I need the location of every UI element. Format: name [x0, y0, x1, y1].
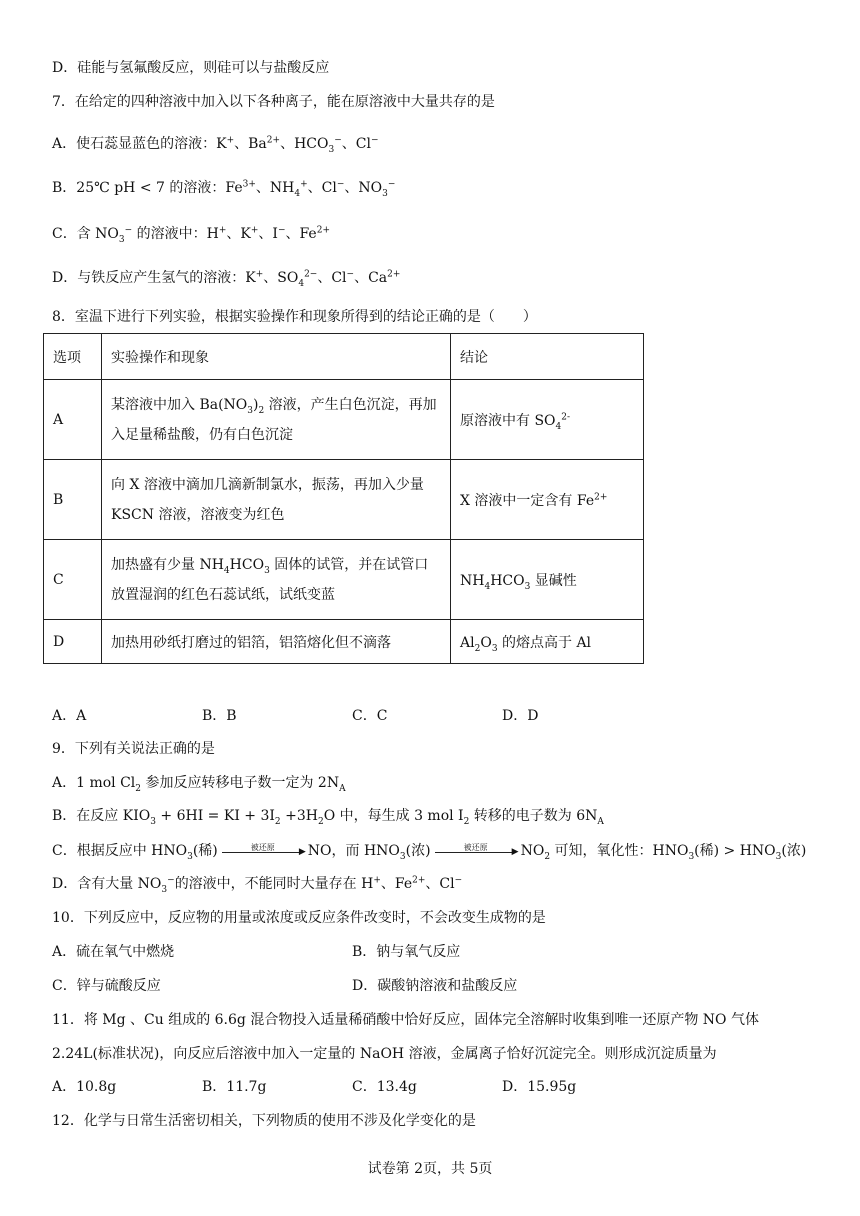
row-conclusion — [451, 380, 644, 460]
q9-d-text: 、Cl — [425, 876, 455, 892]
op-text: 加热用砂纸打磨过的铝箔，铝箔熔化但不滴落 — [111, 634, 391, 651]
sep: 、 — [255, 180, 270, 196]
q8-options — [52, 706, 538, 726]
charge: + — [226, 135, 235, 146]
q7-b-prefix: B．25℃ pH < 7 的溶液： — [52, 180, 226, 196]
charge: 2+ — [266, 135, 281, 146]
table-row — [44, 460, 644, 540]
concl-text: X 溶液中一定含有 Fe — [460, 492, 595, 509]
q11-option-c: C．13.4g — [352, 1079, 417, 1095]
q9-c-text: (浓) — [405, 843, 431, 859]
sep: 、 — [226, 226, 241, 242]
q9-b-text: O 中，每生成 3 mol I — [323, 808, 464, 824]
q9-d-text: 、Fe — [380, 876, 413, 892]
row-operation — [102, 460, 451, 540]
q8-option-d: D．D — [502, 708, 539, 724]
concl-text: NH — [460, 572, 485, 589]
row-conclusion — [451, 460, 644, 540]
op-text: 放置湿润的红色石蕊试纸，试纸变蓝 — [111, 586, 335, 603]
q11-options — [52, 1077, 576, 1097]
q9-b-text: +3H — [280, 808, 318, 824]
q10-option-d: D．碳酸钠溶液和盐酸反应 — [352, 978, 518, 994]
subscript: 3 — [382, 188, 388, 199]
row-operation — [102, 620, 451, 664]
subscript: 2 — [544, 851, 551, 862]
charge: + — [250, 225, 259, 236]
charge: − — [277, 225, 286, 236]
sep: 、 — [344, 180, 359, 196]
sep: 、 — [341, 136, 356, 152]
op-text: ) — [253, 396, 259, 413]
ion: NH — [269, 180, 295, 196]
charge: 3+ — [242, 179, 256, 190]
charge: 2+ — [316, 225, 330, 236]
op-text: 某溶液中加入 Ba(NO — [111, 396, 248, 413]
charge: − — [334, 135, 342, 146]
subscript: 3 — [264, 565, 270, 576]
charge: 2+ — [412, 875, 426, 886]
q9-b-text: B．在反应 KIO — [52, 808, 151, 824]
sep: 、 — [280, 136, 295, 152]
q9-c-text: (稀) — [192, 843, 218, 859]
ion: I — [272, 226, 278, 242]
table-header-row — [44, 334, 644, 380]
q11-stem-line1: 11．将 Mg 、Cu 组成的 6.6g 混合物投入适量稀硝酸中恰好反应，固体完全溶解时收集到唯一还原产物 NO 气体 — [52, 1012, 759, 1028]
q11-option-a: A．10.8g — [52, 1079, 117, 1095]
q7-option-c — [52, 224, 330, 244]
ion: Cl — [331, 270, 347, 286]
row-operation — [102, 380, 451, 460]
arrow-label: 被还原 — [463, 843, 488, 852]
subscript: 4 — [484, 581, 491, 592]
q9-d-text: 的溶液中，不能同时大量存在 H — [174, 876, 374, 892]
ion: NO — [358, 180, 383, 196]
charge: − — [124, 225, 133, 236]
subscript: 3 — [150, 816, 156, 827]
q10-option-c: C．锌与硫酸反应 — [52, 978, 161, 994]
q9-c-text: (稀) > HNO — [694, 843, 776, 859]
sep: 、 — [234, 136, 249, 152]
charge: 2+ — [594, 491, 608, 502]
q11-stem-line2: 2.24L(标准状况)，向反应后溶液中加入一定量的 NaOH 溶液，金属离子恰好沉淀完全。则形成沉淀质量为 — [52, 1046, 717, 1062]
arrow-head-icon: ▶ — [298, 847, 306, 857]
subscript: 3 — [491, 643, 498, 654]
subscript: 3 — [247, 405, 254, 416]
q8-stem: 8．室温下进行下列实验，根据实验操作和现象所得到的结论正确的是（ ） — [52, 309, 537, 325]
row-conclusion — [451, 540, 644, 620]
sep: 、 — [285, 226, 300, 242]
subscript: 2 — [463, 816, 470, 827]
q12-stem: 12．化学与日常生活密切相关，下列物质的使用不涉及化学变化的是 — [52, 1113, 476, 1129]
row-operation — [102, 540, 451, 620]
page-footer: 试卷第 2页，共 5页 — [367, 1161, 493, 1177]
arrow-shaft — [222, 852, 300, 853]
subscript: 3 — [161, 884, 168, 895]
q9-a-text: A．1 mol Cl — [52, 775, 136, 791]
op-text: KSCN 溶液，溶液变为红色 — [111, 506, 285, 523]
reaction-arrow — [433, 843, 519, 859]
charge: − — [336, 179, 345, 190]
subscript: 2 — [474, 643, 481, 654]
q9-b-text: + 6HI = KI + 3I — [155, 808, 275, 824]
sep: 、 — [317, 270, 332, 286]
concl-text: 的熔点高于 Al — [497, 634, 592, 651]
subscript: 3 — [524, 581, 531, 592]
subscript: 3 — [118, 234, 125, 245]
ion: HCO — [294, 136, 329, 152]
q11-option-b: B．11.7g — [202, 1079, 267, 1095]
q11-option-d: D．15.95g — [502, 1079, 577, 1095]
table-row — [44, 620, 644, 664]
charge: − — [370, 135, 379, 146]
row-option: C — [44, 540, 102, 620]
charge: + — [373, 875, 381, 886]
ion: Fe — [225, 180, 243, 196]
op-text: 固体的试管，并在试管口 — [269, 556, 429, 573]
q7-c-prefix: C．含 NO — [52, 226, 119, 242]
subscript: 4 — [555, 421, 562, 432]
sep: 、 — [263, 270, 278, 286]
concl-text: O — [480, 634, 492, 651]
ion: SO — [277, 270, 299, 286]
q7-option-a — [52, 134, 379, 154]
q9-c-text: (浓) — [781, 843, 807, 859]
ion: Ba — [248, 136, 267, 152]
q9-option-a — [52, 773, 346, 793]
subscript: 3 — [328, 144, 335, 155]
header-option: 选项 — [44, 334, 102, 380]
arrow-head-icon: ▶ — [511, 847, 519, 857]
q6-option-d: D．硅能与氢氟酸反应，则硅可以与盐酸反应 — [52, 60, 330, 76]
row-option: B — [44, 460, 102, 540]
subscript: 3 — [187, 851, 193, 862]
sep: 、 — [258, 226, 273, 242]
q9-stem: 9．下列有关说法正确的是 — [52, 741, 215, 757]
q9-option-c — [52, 841, 806, 861]
subscript: 2 — [135, 783, 142, 794]
subscript: 3 — [775, 851, 782, 862]
ion: K — [245, 270, 256, 286]
ion: Ca — [368, 270, 388, 286]
q7-option-b — [52, 178, 395, 198]
q10-option-a: A．硫在氧气中燃烧 — [52, 944, 175, 960]
concl-text: HCO — [490, 572, 525, 589]
q10-stem: 10．下列反应中，反应物的用量或浓度或反应条件改变时，不会改变生成物的是 — [52, 910, 546, 926]
subscript: 4 — [223, 565, 230, 576]
row-conclusion — [451, 620, 644, 664]
charge: − — [167, 875, 175, 886]
concl-text: 原溶液中有 SO — [460, 412, 556, 429]
sep: 、 — [354, 270, 369, 286]
table-row — [44, 540, 644, 620]
q9-option-d — [52, 874, 462, 894]
arrow-shaft — [435, 852, 513, 853]
q9-c-text: NO — [520, 843, 545, 859]
q9-c-text: NO，而 HNO — [307, 843, 400, 859]
q7-c-mid: 的溶液中： — [132, 226, 207, 242]
q7-a-prefix: A．使石蕊显蓝色的溶液： — [52, 136, 217, 152]
q9-option-b — [52, 806, 604, 826]
charge: 2− — [304, 269, 318, 280]
row-option: D — [44, 620, 102, 664]
arrow-label: 被还原 — [250, 843, 275, 852]
op-text: 溶液，产生白色沉淀，再加 — [264, 396, 437, 413]
ion: Cl — [321, 180, 337, 196]
q8-option-a: A．A — [52, 708, 87, 724]
q8-option-b: B．B — [202, 708, 237, 724]
ion: K — [240, 226, 251, 242]
concl-text: Al — [460, 634, 475, 651]
subscript: 2 — [258, 405, 265, 416]
ion: H — [206, 226, 219, 242]
op-text: 入足量稀盐酸，仍有白色沉淀 — [111, 426, 293, 443]
subscript: 2 — [317, 816, 324, 827]
charge: − — [387, 179, 396, 190]
charge: − — [346, 269, 355, 280]
ion: Fe — [299, 226, 317, 242]
subscript: 3 — [688, 851, 695, 862]
q8-table — [43, 333, 644, 664]
q9-d-text: D．含有大量 NO — [52, 876, 162, 892]
reaction-arrow — [220, 843, 306, 859]
q7-stem: 7．在给定的四种溶液中加入以下各种离子，能在原溶液中大量共存的是 — [52, 94, 495, 110]
row-option: A — [44, 380, 102, 460]
q9-c-text: 可知，氧化性：HNO — [550, 843, 689, 859]
sep: 、 — [307, 180, 322, 196]
op-text: HCO — [229, 556, 265, 573]
charge: + — [255, 269, 264, 280]
q9-c-text: C．根据反应中 HNO — [52, 843, 188, 859]
subscript: A — [597, 816, 604, 827]
charge: 2+ — [387, 269, 401, 280]
subscript: 4 — [294, 188, 301, 199]
subscript: A — [339, 783, 346, 794]
ion: Cl — [355, 136, 371, 152]
header-operation: 实验操作和现象 — [102, 334, 451, 380]
q9-b-text: 转移的电子数为 6N — [469, 808, 598, 824]
op-text: 向 X 溶液中滴加几滴新制氯水，振荡，再加入少量 — [111, 476, 424, 493]
op-text: 加热盛有少量 NH — [111, 556, 224, 573]
subscript: 2 — [274, 816, 281, 827]
ion: K — [216, 136, 227, 152]
subscript: 4 — [298, 278, 305, 289]
table-row — [44, 380, 644, 460]
q8-option-c: C．C — [352, 708, 388, 724]
header-conclusion: 结论 — [451, 334, 644, 380]
charge: + — [300, 179, 308, 190]
q7-option-d — [52, 268, 400, 288]
charge: 2- — [561, 411, 571, 422]
q7-d-prefix: D．与铁反应产生氢气的溶液： — [52, 270, 246, 286]
q9-a-text: 参加反应转移电子数一定为 2N — [141, 775, 340, 791]
concl-text: 显碱性 — [530, 572, 577, 589]
q10-option-b: B．钠与氧气反应 — [352, 944, 461, 960]
charge: + — [218, 225, 227, 236]
subscript: 3 — [399, 851, 406, 862]
charge: − — [454, 875, 463, 886]
